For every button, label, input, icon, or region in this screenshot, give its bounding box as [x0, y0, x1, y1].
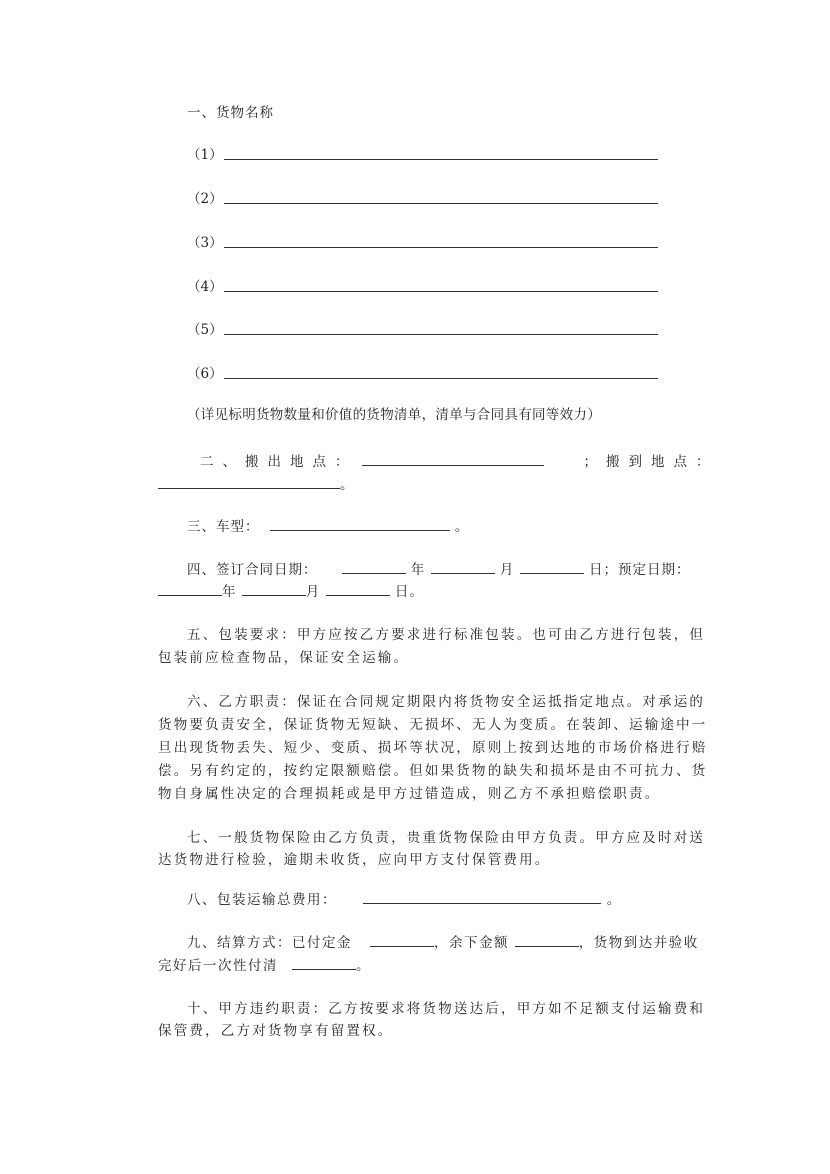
section9-line2	[158, 957, 371, 975]
section5-line: 五、包装要求：甲方应按乙方要求进行标准包装。也可由乙方进行包装，但	[187, 627, 706, 643]
balance-blank[interactable]	[515, 934, 579, 947]
balance-label: ，余下金额	[434, 935, 509, 951]
section7-line: 七、一般货物保险由乙方负责，贵重货物保险由甲方负责。甲方应及时对送	[187, 830, 706, 846]
period: 。	[340, 477, 356, 493]
item-label: （1）	[187, 147, 223, 163]
section6-line: 六、乙方职责：保证在合同规定期限内将货物安全运抵指定地点。对承运的	[187, 694, 706, 710]
goods-item-4	[187, 278, 223, 296]
period: 。	[454, 519, 470, 535]
year-label: 年	[222, 584, 237, 600]
month-blank-2[interactable]	[242, 583, 306, 596]
final-payment-blank[interactable]	[292, 957, 356, 970]
goods-item-6	[187, 365, 223, 383]
section6-line: 旦出现货物丢失、短少、变质、损坏等状况，原则上按到达地的市场价格进行赔	[158, 740, 708, 756]
blank-line[interactable]	[224, 334, 658, 335]
section10-line: 保管费，乙方对货物享有留置权。	[158, 1023, 394, 1039]
blank-line[interactable]	[224, 378, 658, 379]
item-label: （3）	[187, 235, 223, 251]
day-blank-2[interactable]	[326, 583, 390, 596]
section7-line: 达货物进行检验，逾期未收货，应向甲方支付保管费用。	[158, 852, 551, 868]
section6-line: 货物要负责安全，保证货物无短缺、无损坏、无人为变质。在装卸、运输途中一	[158, 717, 708, 733]
section4-line2	[158, 583, 424, 601]
blank-line[interactable]	[224, 247, 658, 248]
blank-line[interactable]	[224, 291, 658, 292]
total-fee-blank[interactable]	[363, 891, 601, 904]
month-label: 月	[499, 562, 515, 578]
section3	[187, 518, 469, 536]
month-blank[interactable]	[431, 561, 495, 574]
item-label: （4）	[187, 279, 223, 295]
section6-line: 物自身属性决定的合理损耗或是甲方过错造成，则乙方不承担赔偿职责。	[158, 786, 661, 802]
item-label: （5）	[187, 322, 223, 338]
section6-line: 偿。另有约定的，按约定限额赔偿。但如果货物的缺失和损坏是由不可抗力、货	[158, 763, 708, 779]
deposit-blank[interactable]	[370, 934, 434, 947]
period: 。	[606, 892, 622, 908]
vehicle-label: 三、车型：	[187, 519, 260, 535]
section4-line1	[187, 561, 690, 579]
item-label: （6）	[187, 366, 223, 382]
goods-note: （详见标明货物数量和价值的货物清单，清单与合同具有同等效力）	[187, 407, 601, 423]
blank-line[interactable]	[224, 203, 658, 204]
goods-item-1	[187, 146, 223, 164]
payment-terms: ，货物到达并验收	[578, 935, 699, 951]
month-label: 月	[305, 584, 321, 600]
to-blank[interactable]	[158, 476, 340, 489]
day-label: 日；预定日期：	[588, 562, 691, 578]
section10-line: 十、甲方违约职责：乙方按要求将货物送达后，甲方如不足额支付运输费和	[187, 1001, 706, 1017]
year-label: 年	[410, 562, 426, 578]
final-payment-label: 完好后一次性付清	[158, 958, 278, 974]
year-blank[interactable]	[342, 561, 406, 574]
period: 。	[356, 958, 371, 974]
blank-line[interactable]	[224, 159, 658, 160]
section8	[187, 891, 622, 909]
vehicle-blank[interactable]	[270, 518, 450, 531]
section9-line1	[187, 934, 699, 952]
year-blank-2[interactable]	[158, 583, 222, 596]
sign-date-label: 四、签订合同日期：	[187, 562, 318, 578]
from-label: 二、搬出地点：	[200, 454, 358, 470]
section2-line1	[200, 453, 719, 471]
item-label: （2）	[187, 191, 223, 207]
section2-line2	[158, 476, 356, 494]
deposit-label: 九、结算方式：已付定金	[187, 935, 352, 951]
section5-line: 包装前应检查物品，保证安全运输。	[158, 650, 410, 666]
total-fee-label: 八、包装运输总费用：	[187, 892, 337, 908]
goods-item-3	[187, 234, 223, 252]
day-label: 日。	[394, 584, 424, 600]
section1-title: 一、货物名称	[187, 105, 274, 121]
day-blank[interactable]	[520, 561, 584, 574]
from-blank[interactable]	[362, 453, 544, 466]
goods-item-2	[187, 190, 223, 208]
goods-item-5	[187, 321, 223, 339]
to-label: ；搬到地点：	[583, 454, 719, 470]
